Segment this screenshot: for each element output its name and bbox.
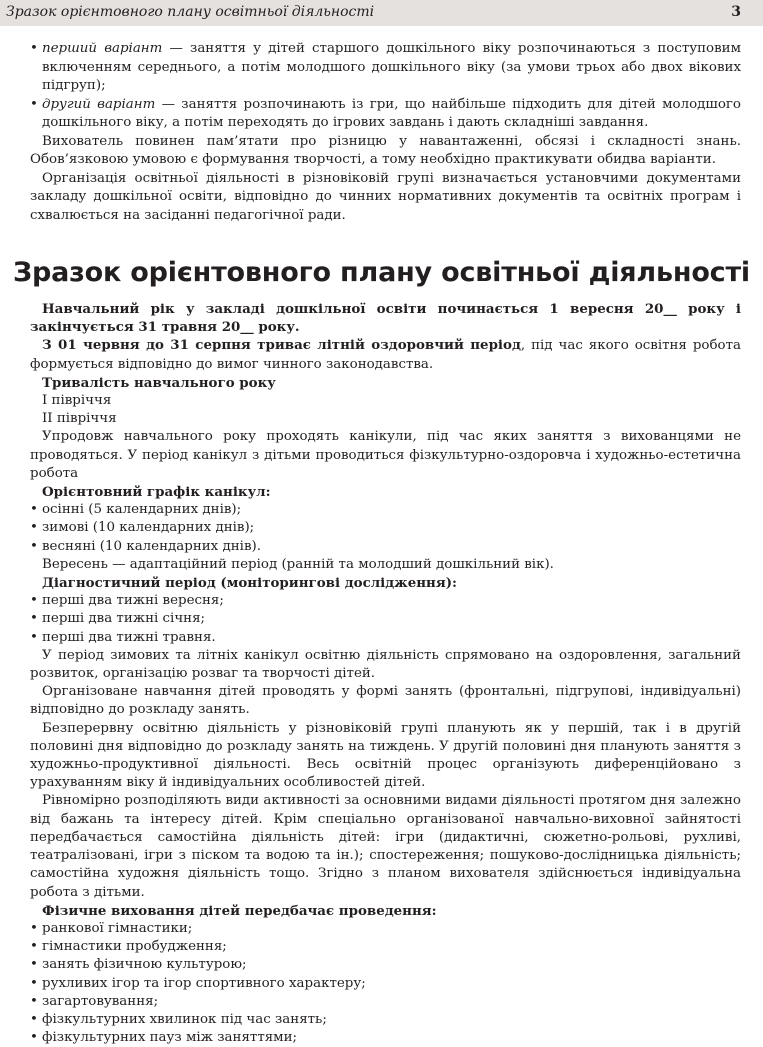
variant-1-label: перший варіант (42, 41, 163, 56)
running-title: Зразок орієнтовного плану освітньої діяльності (6, 4, 375, 20)
organized-paragraph: Організоване навчання дітей проводять у формі занять (фронтальні, підгрупові, індивідуальні) відповідно до розкладу занять. (30, 684, 741, 718)
physical-item: • ранкової гімнастики; (30, 920, 741, 938)
summer-text: , під час якого освітня робота формується відповідно до вимог чинного законодавства. (30, 338, 741, 372)
holiday-item: • весняні (10 календарних днів). (30, 538, 741, 556)
physical-item: • загартовування; (30, 993, 741, 1011)
half-year-2: II півріччя (42, 411, 117, 427)
variant-2-item (30, 96, 741, 133)
diagnostic-item: • перші два тижні вересня; (30, 592, 741, 610)
winter-paragraph: У період зимових та літніх канікул освітню діяльність спрямовано на оздоровлення, загальний розвиток, організацію розваг та творчості дітей. (30, 647, 741, 682)
intro-paragraph-2: Організація освітньої діяльності в різновіковій групі визначається установчими документами закладу дошкільної освіти, відповідно до чинних нормативних документів та освітніх програм і схвалюється на засіданні педагогічної ради. (30, 170, 741, 223)
physical-item: • фізкультурних пауз між заняттями; (30, 1029, 741, 1047)
physical-item: • гімнастики пробудження; (30, 938, 741, 956)
summer-bold: З 01 червня до 31 серпня триває літній оздоровчий період (42, 337, 521, 354)
holidays-label: Орієнтовний графік канікул: (42, 484, 271, 501)
september-paragraph: Вересень — адаптаційний період (ранній та молодший дошкільний вік). (42, 556, 554, 572)
section-body (30, 300, 741, 1047)
continuous-paragraph: Безперервну освітню діяльність у різновіковій групі планують як у першій, так і в другій половині дня відповідно до розкладу занять на тиждень. У другій половині дня планують заняття з художньо-продуктивної діяльності. Весь освітній процес організують диференційовано з урахуванням віку й індивідуальних особливостей дітей. (30, 720, 741, 791)
variant-2-label: другий варіант (42, 96, 156, 112)
activities-paragraph: Рівномірно розподіляють види активності за основними видами діяльності протягом дня залежно від бажань та інтересу дітей. Крім спеціально організованої навчально-виховної зайнятості передбачається самостійна діяльність дітей: ігри (дидактичні, сюжетно-рольові, рухливі, театралізовані, ігри з піском та водою та ін.); спостереження; пошуково-дослідницька діяльність; самостійна художня діяльність тощо. Згідно з планом вихователя здійснюється індивідуальна робота з дітьми. (30, 793, 741, 900)
section-heading: Зразок орієнтовного плану освітньої діяльності (13, 257, 750, 288)
summer-paragraph (30, 336, 741, 373)
intro-block (30, 40, 741, 225)
diagnostic-item: • перші два тижні січня; (30, 610, 741, 628)
variant-2-text: — заняття розпочинають із гри, що найбільше підходить для дітей молодшого дошкільного віку, а потім переходять до ігрових завдань і дають складніші завдання. (42, 96, 741, 130)
diagnostic-item: • перші два тижні травня. (30, 629, 741, 647)
intro-paragraph-1: Вихователь повинен пам’ятати про різницю у навантаженні, обсязі і складності знань. Обов’язковою умовою є формування творчості, а тому необхідно практикувати обидва варіанти. (30, 133, 741, 167)
physical-item: • рухливих ігор та ігор спортивного характеру; (30, 975, 741, 993)
holiday-item: • осінні (5 календарних днів); (30, 501, 741, 519)
duration-label: Тривалість навчального року (42, 374, 276, 391)
physical-label: Фізичне виховання дітей передбачає проведення: (42, 902, 437, 919)
diagnostic-label: Діагностичний період (моніторингові дослідження): (42, 575, 457, 592)
half-year-1: I півріччя (42, 393, 112, 409)
page-header (0, 0, 763, 26)
variant-1-text: — заняття у дітей старшого дошкільного віку розпочинаються з поступовим включенням середнього, а потім молодшого дошкільного віку (за умови трьох або двох вікових підгруп); (42, 41, 741, 93)
year-start-paragraph: Навчальний рік у закладі дошкільної освіти починається 1 вересня 20__ року і закінчується 31 травня 20__ року. (30, 301, 741, 336)
page-number: 3 (731, 4, 741, 20)
holiday-item: • зимові (10 календарних днів); (30, 519, 741, 537)
physical-item: • занять фізичною культурою; (30, 956, 741, 974)
variant-1-item (30, 40, 741, 96)
holidays-paragraph: Упродовж навчального року проходять канікули, під час яких заняття з вихованцями не проводяться. У період канікул з дітьми проводиться фізкультурно-оздоровча і художньо-естетична робота (30, 429, 741, 481)
physical-item: • фізкультурних хвилинок під час занять; (30, 1011, 741, 1029)
